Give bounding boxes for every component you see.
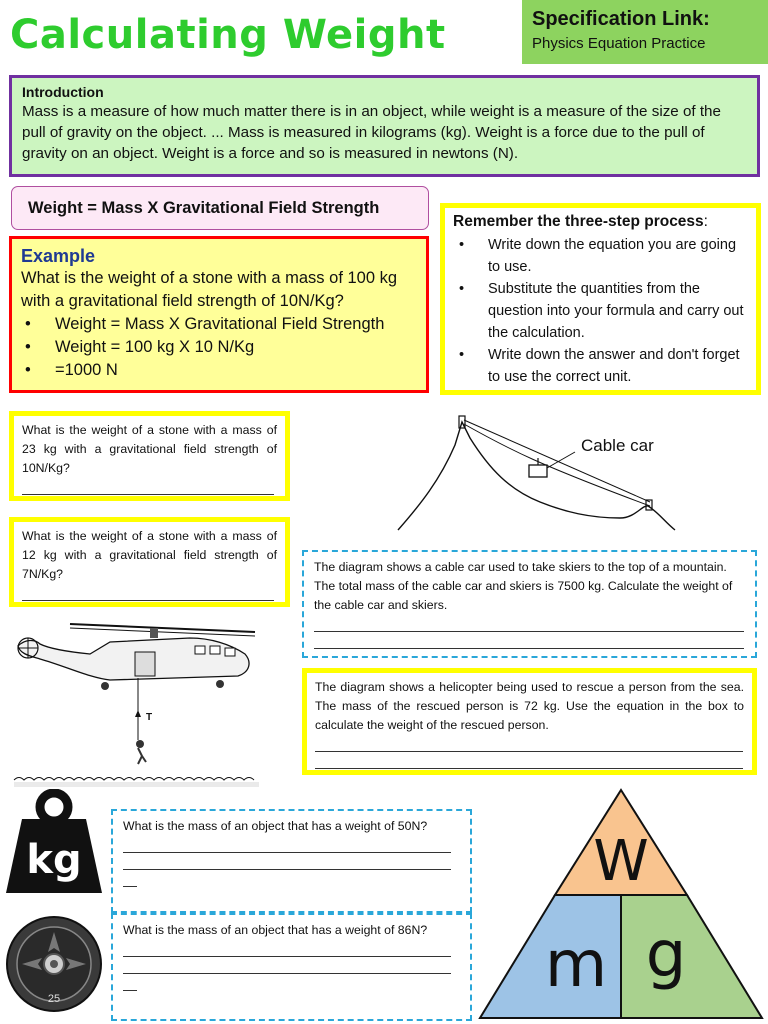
three-step-process-box <box>440 203 761 395</box>
weight-formula <box>11 186 429 230</box>
example-step: • Weight = Mass X Gravitational Field Strength <box>21 313 417 336</box>
question-text: What is the mass of an object that has a weight of 50N? <box>123 819 428 833</box>
page-title: Calculating Weight <box>10 12 446 58</box>
triangle-label-m: m <box>544 928 608 1002</box>
answer-line[interactable] <box>123 853 451 870</box>
answer-line[interactable] <box>315 752 743 769</box>
spec-title: Specification Link: <box>532 8 710 30</box>
cable-car-cabin <box>529 465 547 477</box>
question-box-6 <box>111 913 472 1021</box>
example-step: • Weight = 100 kg X 10 N/Kg <box>21 336 417 359</box>
helicopter-body <box>18 638 249 680</box>
specification-link-box <box>522 0 768 64</box>
answer-line[interactable] <box>123 836 451 853</box>
triangle-label-g: g <box>645 918 687 992</box>
formula-text: Weight = Mass X Gravitational Field Strength <box>28 198 380 217</box>
question-text: The diagram shows a helicopter being used to rescue a person from the sea. The mass of the rescued person is 72 kg. Use the equation in the box to calculate the weight of the rescued person. <box>315 680 744 732</box>
three-step-heading: Remember the three-step process: <box>453 213 708 230</box>
cable-car-label: Cable car <box>581 436 654 455</box>
introduction-heading: Introduction <box>22 84 104 100</box>
weight-plate-icon <box>4 912 104 1016</box>
helicopter-door <box>135 652 155 676</box>
answer-line[interactable] <box>123 940 451 957</box>
cable-car-diagram <box>390 410 690 535</box>
answer-line[interactable] <box>314 632 744 649</box>
kg-weight-icon <box>4 789 104 895</box>
cable-1 <box>464 420 650 502</box>
three-step-list <box>453 234 748 388</box>
wmg-formula-triangle <box>476 786 766 1022</box>
introduction-text: Mass is a measure of how much matter there is in an object, while weight is a measure of the size of the pull of gravity on the object. ... Mass is measured in kilograms (kg). Weight is a force due to the pull of gravity on an object. Weight is a force and so is measured in newtons (N). <box>22 103 721 162</box>
step-item: • Write down the answer and don't forget to use the correct unit. <box>453 344 748 388</box>
question-text: What is the weight of a stone with a mass of 23 kg with a gravitational field strength of 10N/Kg? <box>22 423 277 475</box>
question-text: What is the mass of an object that has a weight of 86N? <box>123 923 428 937</box>
kg-label: kg <box>26 837 82 883</box>
answer-line[interactable] <box>123 974 137 991</box>
step-item: • Substitute the quantities from the question into your formula and carry out the calculation. <box>453 278 748 344</box>
introduction-box <box>9 75 760 177</box>
spec-subtitle: Physics Equation Practice <box>532 35 706 52</box>
question-box-4 <box>302 668 757 775</box>
question-box-1 <box>9 411 290 501</box>
question-box-5 <box>111 809 472 913</box>
plate-label: 25 <box>47 993 61 1005</box>
label-pointer <box>547 452 575 468</box>
sea-waves <box>14 778 254 781</box>
question-text: What is the weight of a stone with a mass of 12 kg with a gravitational field strength of 7N/Kg? <box>22 529 277 581</box>
example-steps <box>21 313 417 382</box>
triangle-label-w: W <box>593 829 649 894</box>
answer-line[interactable] <box>22 478 274 495</box>
answer-line[interactable] <box>123 957 451 974</box>
answer-line[interactable] <box>314 615 744 632</box>
question-box-3 <box>302 550 757 658</box>
answer-line[interactable] <box>22 584 274 601</box>
example-heading: Example <box>21 246 96 266</box>
answer-line[interactable] <box>315 735 743 752</box>
rotor-blade <box>70 624 255 632</box>
question-text: The diagram shows a cable car used to take skiers to the top of a mountain. The total mass of the cable car and skiers is 7500 kg. Calculate the weight of the cable car and skiers. <box>314 560 733 612</box>
answer-line[interactable] <box>123 870 137 887</box>
example-box <box>9 236 429 393</box>
helicopter-diagram <box>10 614 262 790</box>
step-item: • Write down the equation you are going to use. <box>453 234 748 278</box>
question-box-2 <box>9 517 290 607</box>
example-question: What is the weight of a stone with a mass of 100 kg with a gravitational field strength of 10N/Kg? <box>21 269 398 310</box>
triangle-right-section <box>621 895 762 1018</box>
tension-label: T <box>146 712 153 723</box>
rescued-person <box>136 740 144 748</box>
example-step: • =1000 N <box>21 359 417 382</box>
